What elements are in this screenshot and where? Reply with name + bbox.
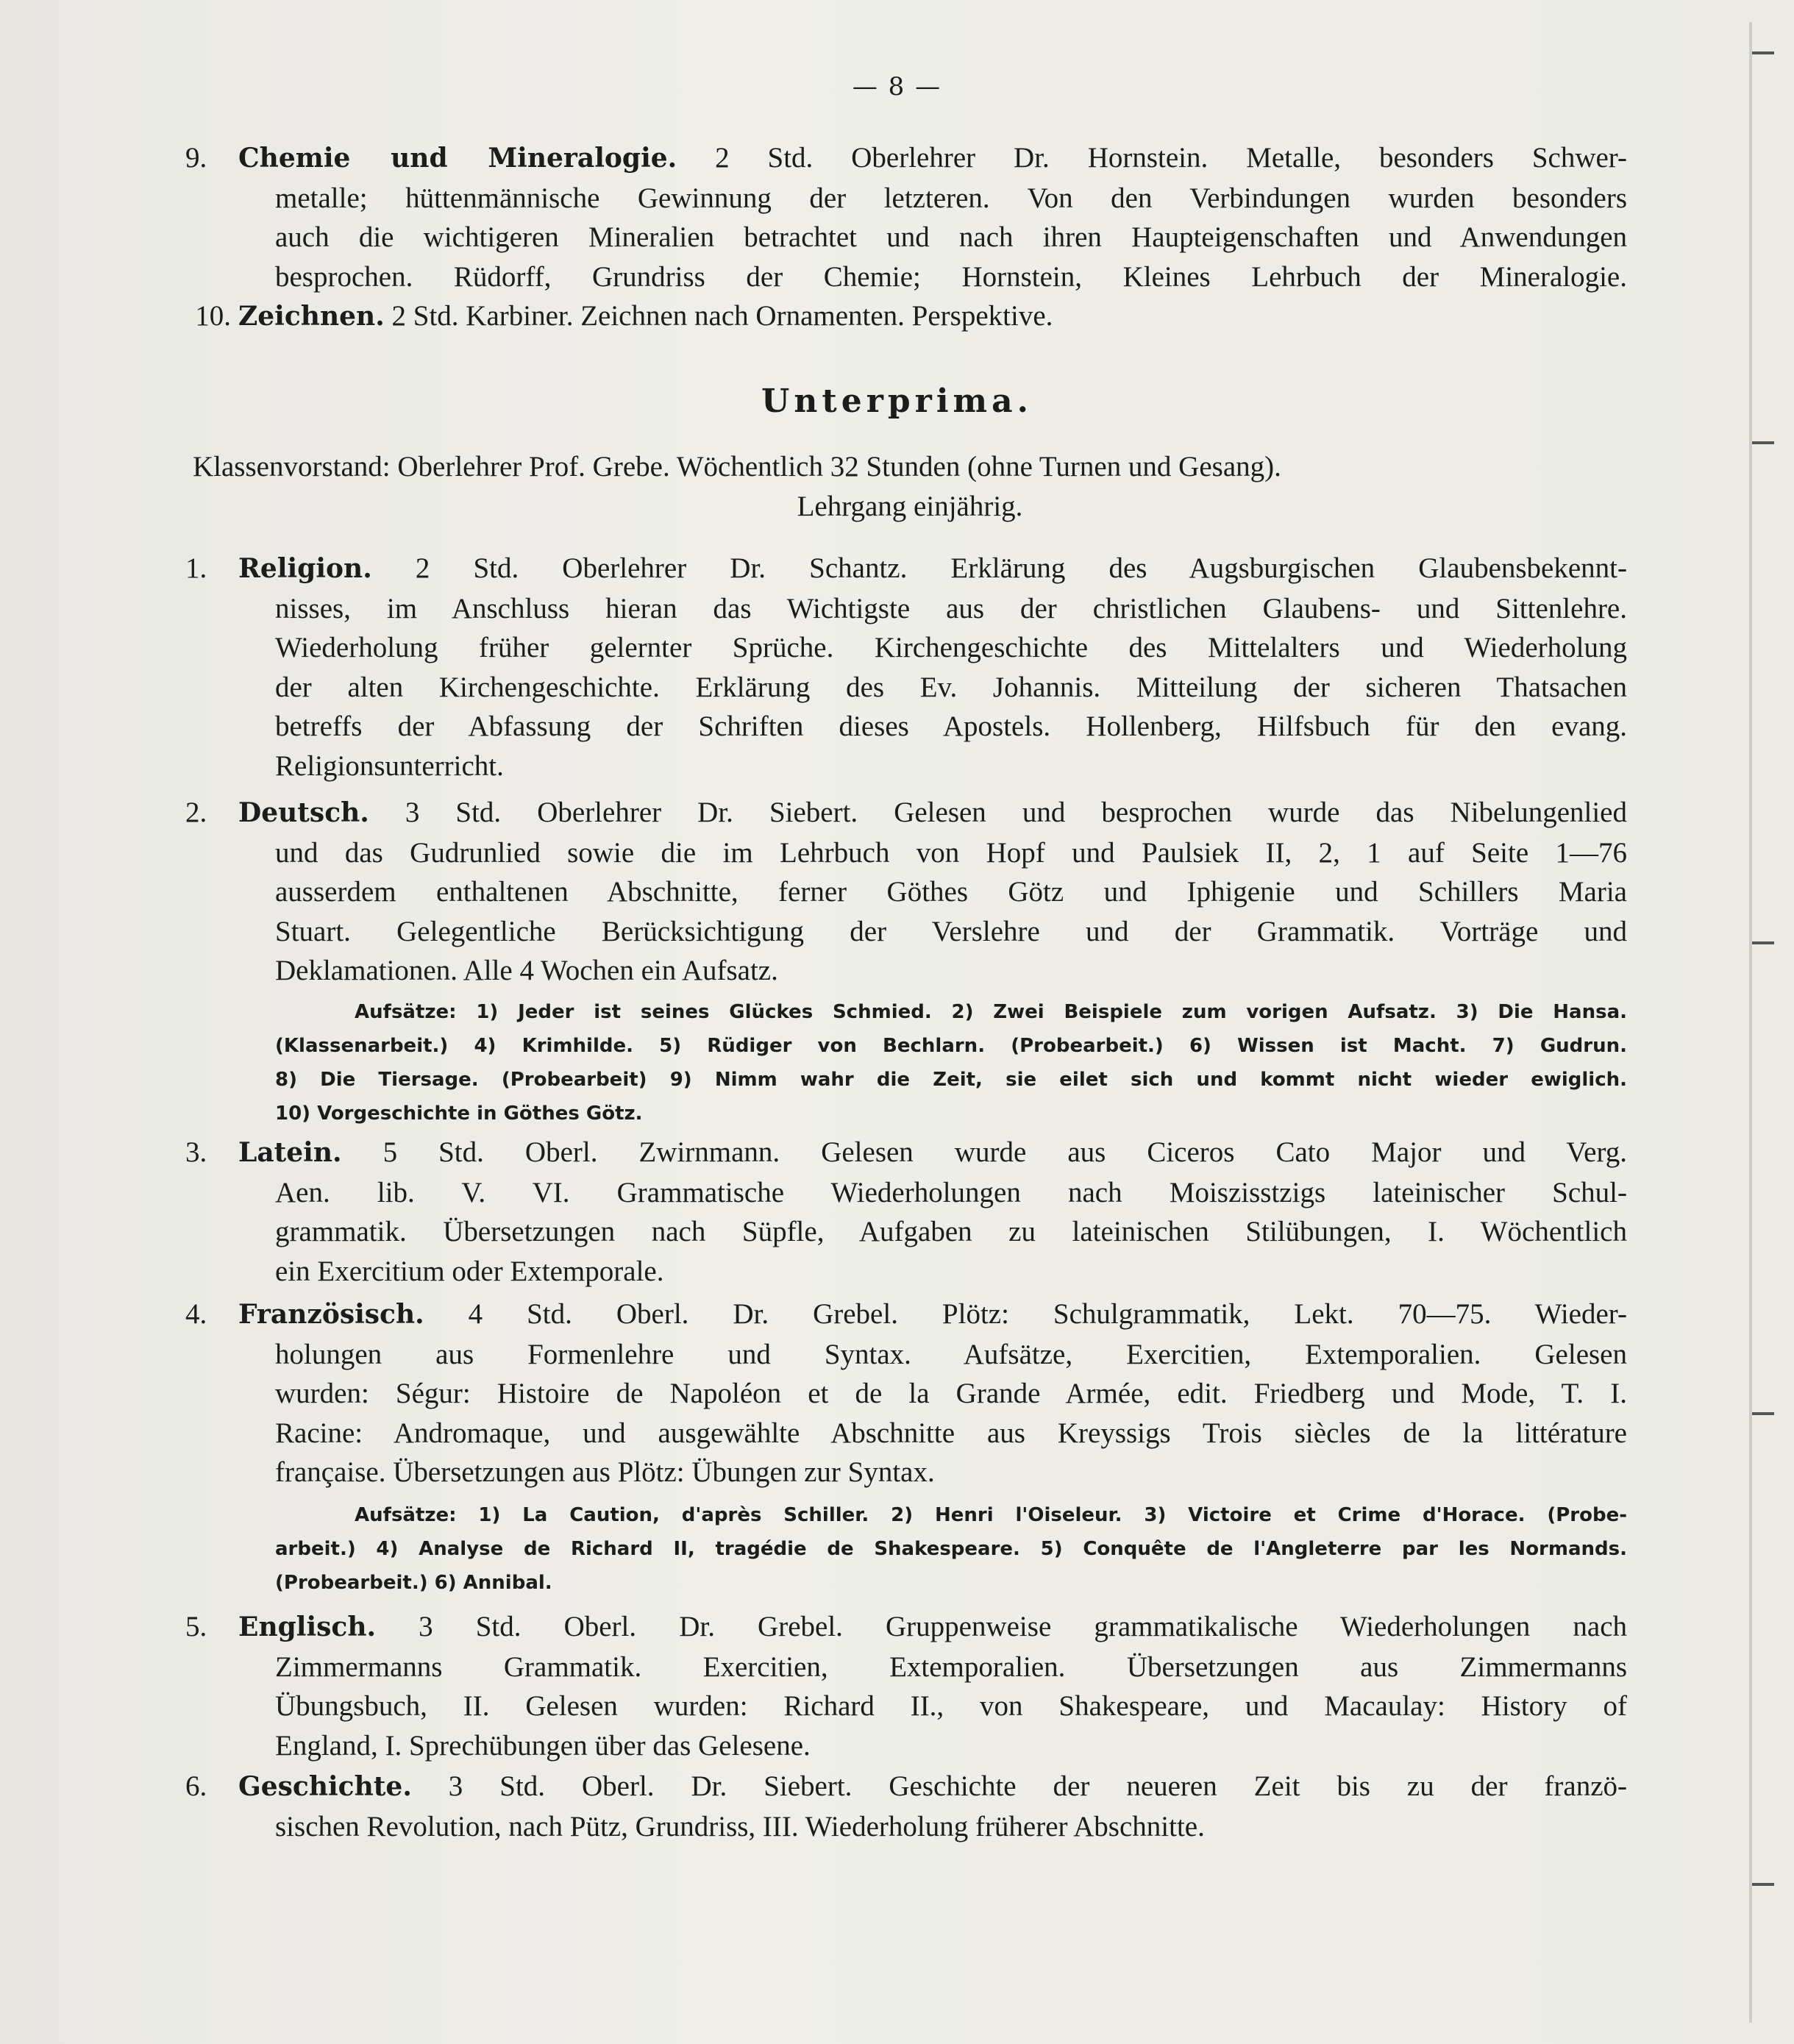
text-line: auch die wichtigeren Mineralien betrachtet und nach ihren Haupteigenschaften und Anwendungen [275,221,1627,253]
text-line: 5. Englisch. 3 Std. Oberl. Dr. Grebel. Gruppenweise grammatikalische Wiederholungen nach [185,1611,1627,1642]
text-line: sischen Revolution, nach Pütz, Grundriss, III. Wiederholung früherer Abschnitte. [275,1810,1205,1842]
essay-line: 10) Vorgeschichte in Göthes Götz. [275,1102,643,1125]
text-line: nisses, im Anschluss hieran das Wichtigste aus der christlichen Glaubens- und Sittenlehre. [275,592,1627,624]
text-line: ausserdem enthaltenen Abschnitte, ferner Göthes Götz und Iphigenie und Schillers Maria [275,876,1627,908]
subject-englisch [185,1607,1627,1765]
top-section [185,138,1627,337]
essay-list [193,1498,1627,1600]
class-info-line: Lehrgang einjährig. [797,490,1023,522]
text-line: besprochen. Rüdorff, Grundriss der Chemie; Hornstein, Kleines Lehrbuch der Mineralogie. [275,260,1627,293]
class-title: Unterprima. [761,382,1033,420]
text-line: Racine: Andromaque, und ausgewählte Abschnitte aus Kreyssigs Trois siècles de la littérature [275,1417,1627,1449]
subject-deutsch [185,793,1627,1130]
text-line: 2. Deutsch. 3 Std. Oberlehrer Dr. Siebert. Gelesen und besprochen wurde das Nibelungenlied [185,797,1627,828]
margin-mark [1752,441,1774,444]
class-info-line: Klassenvorstand: Oberlehrer Prof. Grebe. Wöchentlich 32 Stunden (ohne Turnen und Gesang). [193,451,1281,482]
margin-mark [1752,1412,1774,1415]
essay-line: Aufsätze: 1) La Caution, d'après Schiller. 2) Henri l'Oiseleur. 3) Victoire et Crime d'Horace. (Probe- [355,1503,1627,1526]
subject-franzoesisch [185,1295,1627,1600]
text-line: Übungsbuch, II. Gelesen wurden: Richard II., von Shakespeare, und Macaulay: History of [275,1690,1627,1722]
text-line: holungen aus Formenlehre und Syntax. Aufsätze, Exercitien, Extemporalien. Gelesen [275,1338,1627,1370]
text-line: Deklamationen. Alle 4 Wochen ein Aufsatz. [275,955,778,986]
text-line: française. Übersetzungen aus Plötz: Übungen zur Syntax. [275,1456,935,1488]
text-line: und das Gudrunlied sowie die im Lehrbuch von Hopf und Paulsiek II, 2, 1 auf Seite 1—76 [275,836,1627,869]
subject-heading: Deutsch. [238,797,369,828]
text-line: ein Exercitium oder Extemporale. [275,1255,664,1287]
text-line: 10. Zeichnen. 2 Std. Karbiner. Zeichnen nach Ornamenten. Perspektive. [195,300,1053,332]
text-line: betreffs der Abfassung der Schriften dieses Apostels. Hollenberg, Hilfsbuch für den evang. [275,711,1627,742]
page-number: — 8 — [852,72,942,102]
subject-heading: Geschichte. [238,1771,412,1802]
essay-list [193,995,1627,1130]
text-line: wurden: Ségur: Histoire de Napoléon et de la Grande Armée, edit. Friedberg und Mode, T. I. [275,1378,1627,1409]
text-line: 4. Französisch. 4 Std. Oberl. Dr. Grebel. Plötz: Schulgrammatik, Lekt. 70—75. Wieder- [185,1298,1627,1330]
essay-line: 8) Die Tiersage. (Probearbeit) 9) Nimm wahr die Zeit, sie eilet sich und kommt nicht wieder ewiglich. [275,1068,1627,1091]
text-line: Aen. lib. V. VI. Grammatische Wiederholungen nach Moiszisstzigs lateinischer Schul- [275,1176,1627,1208]
text-line: der alten Kirchengeschichte. Erklärung des Ev. Johannis. Mitteilung der sicheren Thatsachen [275,671,1627,703]
text-line: Wiederholung früher gelernter Sprüche. Kirchengeschichte des Mittelalters und Wiederholung [275,632,1627,663]
page-edge [1749,22,1752,2023]
subject-heading: Englisch. [238,1612,377,1642]
subject-heading: Französisch. [238,1299,424,1330]
text-line: metalle; hüttenmännische Gewinnung der letzteren. Von den Verbindungen wurden besonders [275,182,1627,214]
essay-line: Aufsätze: 1) Jeder ist seines Glückes Schmied. 2) Zwei Beispiele zum vorigen Aufsatz. 3) Die Hansa. [355,1000,1627,1023]
text-line: 3. Latein. 5 Std. Oberl. Zwirnmann. Gelesen wurde aus Ciceros Cato Major und Verg. [185,1136,1627,1168]
subject-heading: Chemie und Mineralogie. [238,143,677,174]
text-line: England, I. Sprechübungen über das Gelesene. [275,1729,811,1762]
margin-mark [1752,941,1774,944]
class-info [193,447,1627,526]
text-line: 6. Geschichte. 3 Std. Oberl. Dr. Siebert. Geschichte der neueren Zeit bis zu der franzö- [185,1770,1627,1802]
subject-religion [185,549,1627,786]
text-line: Religionsunterricht. [275,749,504,782]
text-line: grammatik. Übersetzungen nach Süpfle, Aufgaben zu lateinischen Stilübungen, I. Wöchentlich [275,1216,1627,1247]
essay-line: (Klassenarbeit.) 4) Krimhilde. 5) Rüdiger von Bechlarn. (Probearbeit.) 6) Wissen ist Macht. 7) Gudrun. [275,1034,1627,1057]
subject-geschichte [185,1767,1627,1846]
essay-line: arbeit.) 4) Analyse de Richard II, tragédie de Shakespeare. 5) Conquête de l'Angleterre par les Normands. [275,1537,1627,1560]
subject-heading: Religion. [238,553,372,584]
margin-mark [1752,51,1774,54]
subject-heading: Zeichnen. [238,301,385,332]
text-line: 9. Chemie und Mineralogie. 2 Std. Oberlehrer Dr. Hornstein. Metalle, besonders Schwer- [185,142,1627,174]
essay-line: (Probearbeit.) 6) Annibal. [275,1571,552,1594]
text-line: 1. Religion. 2 Std. Oberlehrer Dr. Schantz. Erklärung des Augsburgischen Glaubensbekennt- [185,552,1627,584]
text-line: Zimmermanns Grammatik. Exercitien, Extemporalien. Übersetzungen aus Zimmermanns [275,1650,1627,1683]
text-line: Stuart. Gelegentliche Berücksichtigung der Verslehre und der Grammatik. Vorträge und [275,915,1627,947]
subject-heading: Latein. [238,1137,342,1168]
subject-latein [185,1133,1627,1291]
margin-mark [1752,1883,1774,1886]
